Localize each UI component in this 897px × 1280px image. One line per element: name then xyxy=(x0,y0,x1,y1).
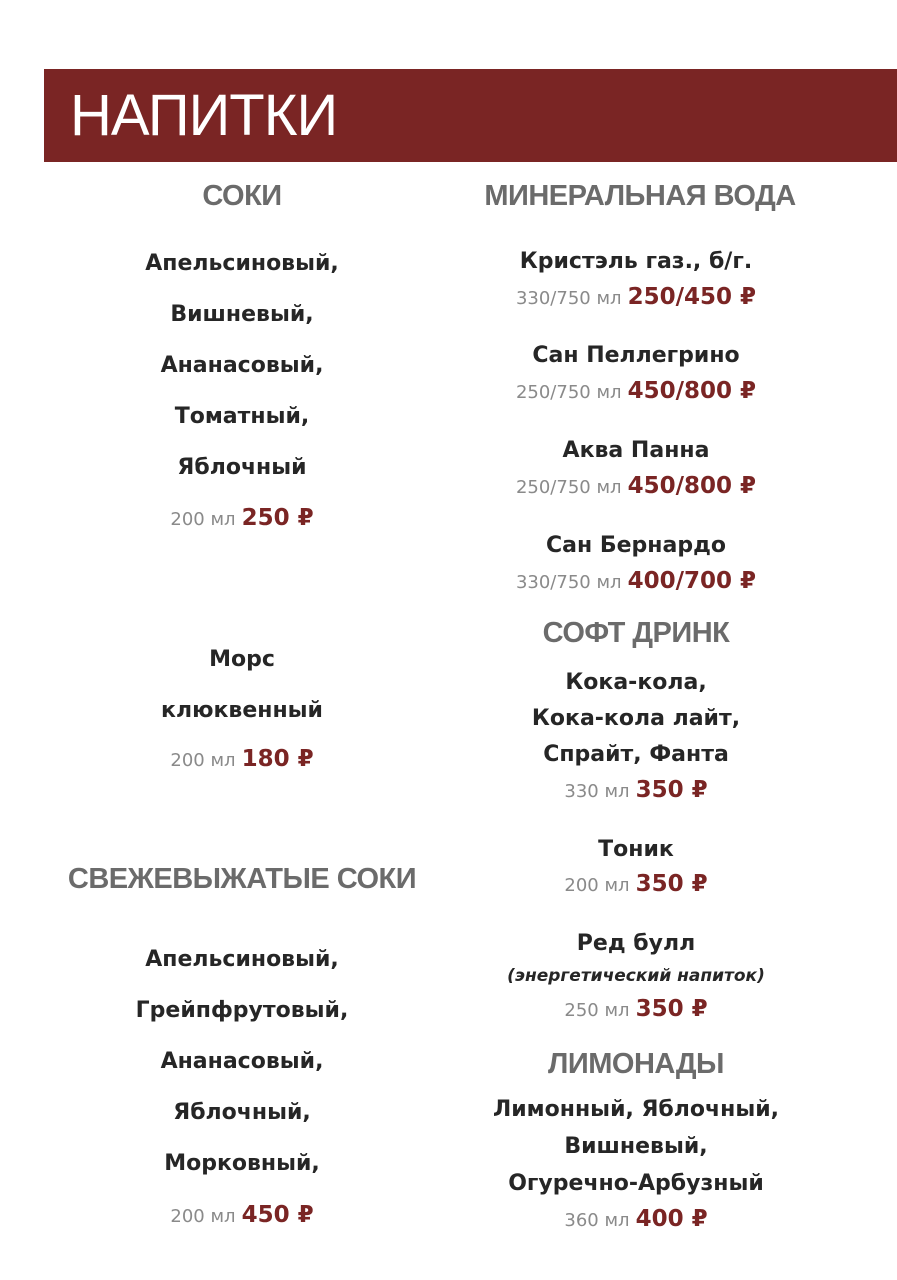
mineral-item-price-line xyxy=(436,378,836,404)
lemonade-line: Огуречно-Арбузный xyxy=(508,1171,764,1196)
price: 350 ₽ xyxy=(635,996,708,1022)
redbull-name: Ред булл xyxy=(576,931,696,956)
mors-line: клюквенный xyxy=(161,698,323,723)
volume: 330/750 мл xyxy=(515,572,622,593)
mineral-item-price-line xyxy=(436,568,836,594)
price: 350 ₽ xyxy=(635,871,708,897)
soft-heading: СОФТ ДРИНК xyxy=(542,617,730,649)
volume: 200 мл xyxy=(170,1206,236,1227)
fresh-item: Апельсиновый, xyxy=(145,947,339,972)
juice-item: Яблочный xyxy=(177,455,307,480)
lemonades-heading: ЛИМОНАДЫ xyxy=(548,1048,724,1080)
cola-price-line xyxy=(436,777,836,803)
mineral-item-price-line xyxy=(436,284,836,310)
soft-drink-line: Кока-кола лайт, xyxy=(531,706,741,731)
mors-line: Морс xyxy=(209,647,275,672)
price: 350 ₽ xyxy=(635,777,708,803)
lemonade-line: Лимонный, Яблочный, xyxy=(492,1097,779,1122)
lemonades-price-line xyxy=(436,1206,836,1232)
page-title: НАПИТКИ xyxy=(70,83,338,148)
fresh-heading: СВЕЖЕВЫЖАТЫЕ СОКИ xyxy=(67,863,417,895)
fresh-price-line xyxy=(0,1202,484,1228)
price: 400/700 ₽ xyxy=(627,568,757,594)
price: 250/450 ₽ xyxy=(627,284,757,310)
juice-item: Томатный, xyxy=(174,404,310,429)
mineral-item-name: Сан Бернардо xyxy=(546,533,726,558)
price: 250 ₽ xyxy=(241,505,314,531)
mineral-heading: МИНЕРАЛЬНАЯ ВОДА xyxy=(484,180,796,212)
volume: 360 мл xyxy=(564,1210,630,1231)
mineral-item-price-line xyxy=(436,473,836,499)
price: 450 ₽ xyxy=(241,1202,314,1228)
fresh-item: Грейпфрутовый, xyxy=(135,998,349,1023)
juice-item: Ананасовый, xyxy=(160,353,324,378)
volume: 250 мл xyxy=(564,1000,630,1021)
redbull-note: (энергетический напиток) xyxy=(507,966,765,986)
juice-item: Вишневый, xyxy=(170,302,314,327)
volume: 330/750 мл xyxy=(515,288,622,309)
mineral-item-name: Кристэль газ., б/г. xyxy=(519,249,753,274)
lemonade-line: Вишневый, xyxy=(564,1134,708,1159)
fresh-item: Ананасовый, xyxy=(160,1049,324,1074)
volume: 200 мл xyxy=(170,509,236,530)
volume: 330 мл xyxy=(564,781,630,802)
juice-item: Апельсиновый, xyxy=(145,251,339,276)
price: 400 ₽ xyxy=(635,1206,708,1232)
fresh-item: Яблочный, xyxy=(173,1100,311,1125)
volume: 250/750 мл xyxy=(515,477,622,498)
mineral-item-name: Аква Панна xyxy=(562,438,710,463)
volume: 200 мл xyxy=(170,750,236,771)
price: 450/800 ₽ xyxy=(627,473,757,499)
juices-heading: СОКИ xyxy=(202,180,282,212)
soft-drink-line: Спрайт, Фанта xyxy=(543,742,729,767)
tonic-price-line xyxy=(436,871,836,897)
fresh-item: Морковный, xyxy=(164,1151,320,1176)
mineral-item-name: Сан Пеллегрино xyxy=(532,343,740,368)
juices-price-line xyxy=(0,505,484,531)
volume: 200 мл xyxy=(564,875,630,896)
mors-price-line xyxy=(0,746,484,772)
volume: 250/750 мл xyxy=(515,382,622,403)
redbull-price-line xyxy=(436,996,836,1022)
price: 450/800 ₽ xyxy=(627,378,757,404)
soft-drink-line: Кока-кола, xyxy=(565,670,707,695)
tonic-name: Тоник xyxy=(598,837,674,862)
price: 180 ₽ xyxy=(241,746,314,772)
title-banner xyxy=(44,69,897,162)
